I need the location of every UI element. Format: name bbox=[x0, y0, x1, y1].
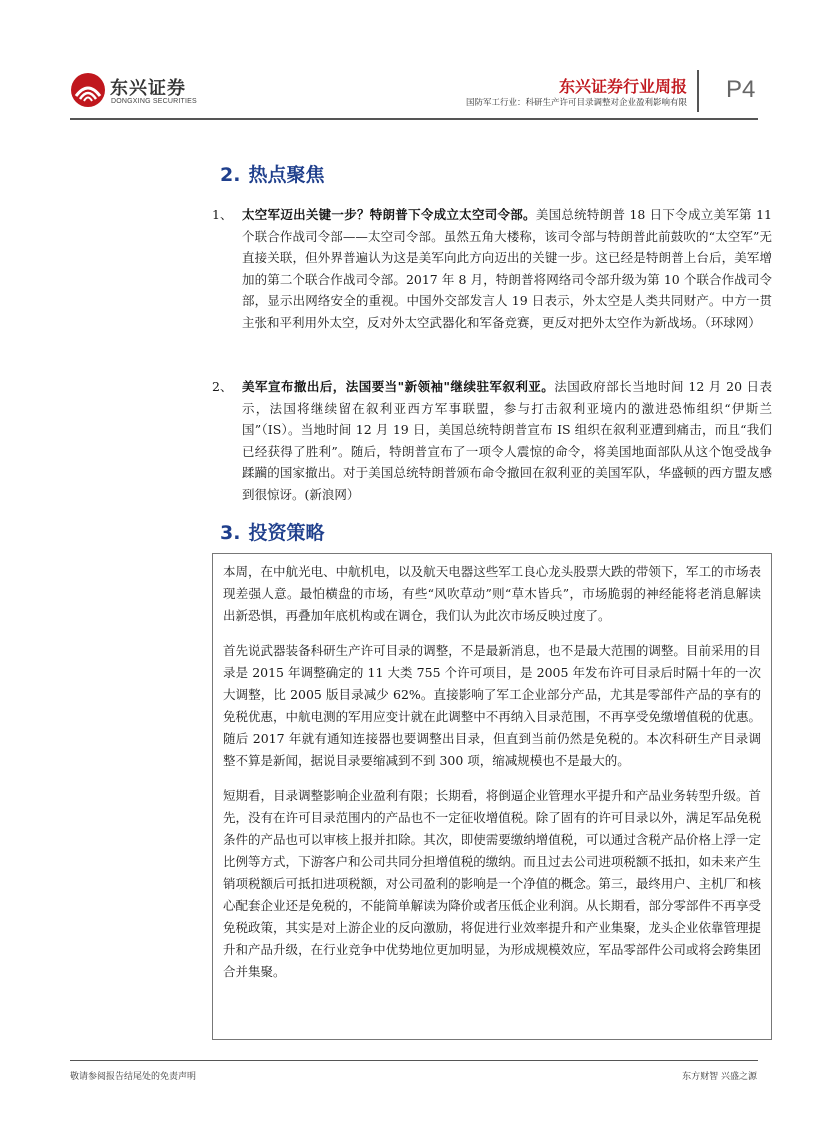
strategy-paragraph: 首先说武器装备科研生产许可目录的调整，不是最新消息，也不是最大范围的调整。目前采用的目录是 2015 年调整确定的 11 大类 755 个许可项目，是 2005 年发布许可目录后时隔十年的一次大调整，比 2005 版目录减少 62%。直接影响了军工企业部分产品，尤其是零部件产品的享有的免税优惠，中航电测的军用应变计就在此调整中不再纳入目录范围，不再享受免缴增值税的优惠。随后 2017 年就有通知连接器也要调整出目录，但直到当前仍然是免税的。本次科研生产目录调整不算是新闻，据说目录要缩减到不到 300 项，缩减规模也不是最大的。 bbox=[223, 643, 761, 768]
report-title: 东兴证券行业周报 bbox=[558, 77, 687, 96]
section-number: 2. bbox=[220, 164, 241, 186]
footer-disclaimer: 敬请参阅报告结尾处的免责声明 bbox=[70, 1072, 197, 1082]
footer-slogan: 东方财智 兴盛之源 bbox=[682, 1072, 757, 1082]
dongxing-logo-icon bbox=[70, 72, 106, 108]
item-lead: 太空军迈出关键一步？特朗普下令成立太空司令部。 bbox=[242, 207, 536, 222]
strategy-box bbox=[212, 553, 772, 1040]
logo-text-en: DONGXING SECURITIES bbox=[111, 98, 197, 105]
section-number: 3. bbox=[220, 522, 241, 544]
header-rule bbox=[70, 118, 758, 120]
logo-text-cn: 东兴证券 bbox=[110, 78, 186, 99]
strategy-paragraph: 本周，在中航光电、中航机电，以及航天电器这些军工良心龙头股票大跌的带领下，军工的市场表现差强人意。最怕横盘的市场，有些“风吹草动”则“草木皆兵”，市场脆弱的神经能将老消息解读出新恐惧，再叠加年底机构或在调仓，我们认为此次市场反映过度了。 bbox=[223, 564, 761, 623]
footer-rule bbox=[70, 1060, 758, 1061]
item-body: 美国总统特朗普 18 日下令成立美军第 11 个联合作战司令部——太空司令部。虽然五角大楼称，该司令部与特朗普此前鼓吹的“太空军”无直接关联，但外界普遍认为这是美军向此方向迈出的关键一步。这已经是特朗普上台后，美军增加的第二个联合作战司令部。2017 年 8 月，特朗普将网络司令部升级为第 10 个联合作战司令部，显示出网络安全的重视。中国外交部发言人 19 日表示，外太空是人类共同财产。中方一贯主张和平利用外太空，反对外太空武器化和军备竞赛，更反对把外太空作为新战场。（环球网） bbox=[242, 207, 772, 330]
item-index: 1、 bbox=[212, 207, 233, 222]
page-number: P4 bbox=[726, 76, 756, 103]
section-heading-hot-topics bbox=[220, 160, 324, 187]
section-title: 热点聚焦 bbox=[248, 164, 325, 186]
news-item-2 bbox=[212, 376, 772, 505]
news-item-1 bbox=[212, 204, 772, 333]
item-body: 法国政府部长当地时间 12 月 20 日表示，法国将继续留在叙利亚西方军事联盟，参与打击叙利亚境内的激进恐怖组织“伊斯兰国”（IS）。当地时间 12 月 19 日，美国总统特朗普宣布 IS 组织在叙利亚遭到痛击，而且“我们已经获得了胜利”。随后，特朗普宣布了一项令人震惊的命令，将美国地面部队从这个饱受战争蹂躏的国家撤出。对于美国总统特朗普颁布命令撤回在叙利亚的美国军队，华盛顿的西方盟友感到很惊讶。(新浪网） bbox=[242, 379, 772, 502]
section-heading-strategy bbox=[220, 518, 324, 545]
report-subtitle: 国防军工行业：科研生产许可目录调整对企业盈利影响有限 bbox=[465, 98, 687, 108]
item-index: 2、 bbox=[212, 379, 233, 394]
company-logo bbox=[70, 70, 210, 110]
item-lead: 美军宣布撤出后，法国要当"新领袖"继续驻军叙利亚。 bbox=[242, 379, 555, 394]
section-title: 投资策略 bbox=[248, 522, 325, 544]
header-divider bbox=[697, 70, 699, 112]
strategy-paragraph: 短期看，目录调整影响企业盈利有限；长期看，将倒逼企业管理水平提升和产品业务转型升级。首先，没有在许可目录范围内的产品也不一定征收增值税。除了固有的许可目录以外，满足军品免税条件的产品也可以审核上报并扣除。其次，即使需要缴纳增值税，可以通过含税产品价格上浮一定比例等方式，下游客户和公司共同分担增值税的缴纳。而且过去公司进项税额不抵扣，如未来产生销项税额后可抵扣进项税额，对公司盈利的影响是一个净值的概念。第三，最终用户、主机厂和核心配套企业还是免税的，不能简单解读为降价或者压低企业利润。从长期看，部分零部件不再享受免税政策，其实是对上游企业的反向激励，将促进行业效率提升和产业集聚，龙头企业依靠管理提升和产品升级，在行业竞争中优势地位更加明显，为形成规模效应，军品零部件公司或将会跨集团合并集聚。 bbox=[223, 788, 761, 979]
